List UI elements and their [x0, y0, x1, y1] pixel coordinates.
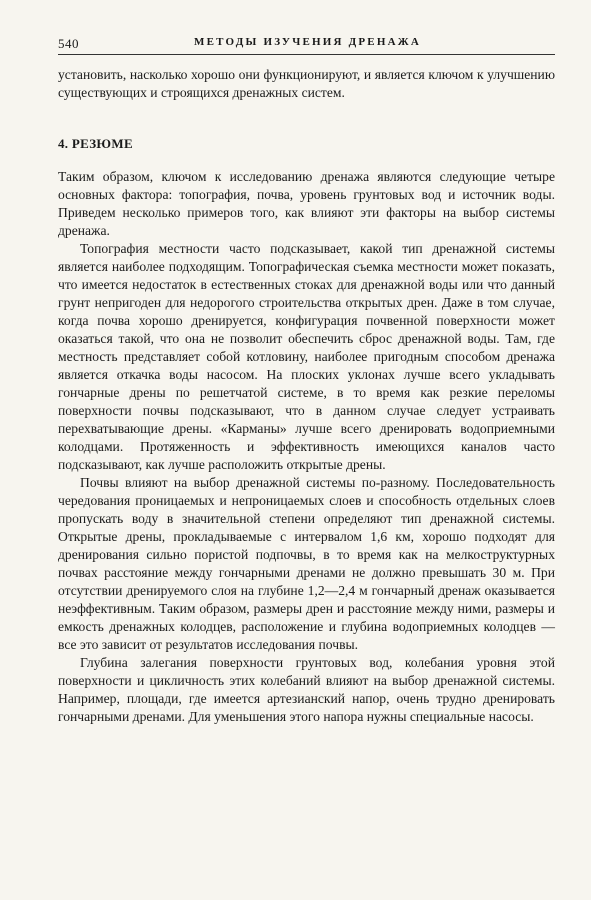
paragraph-soils: Почвы влияют на выбор дренажной системы по-разному. Последовательность чередования проницаемых и непроницаемых слоев и способность отдельных слоев пропускать воду в значительной степени определяют тип дренажной системы. Открытые дрены, прокладываемые с интервалом 1,6 км, хорошо подходят для дренирования сильно пористой подпочвы, в то время как на мелкоструктурных почвах расстояние между гончарными дренами не должно превышать 30 м. При отсутствии дренируемого слоя на глубине 1,2—2,4 м гончарный дренаж оказывается неэффективным. Таким образом, размеры дрен и расстояние между ними, размеры и емкость дренажных колодцев, расположение и глубина водоприемных колодцев — все это зависит от результатов исследования почвы.	[58, 475, 555, 652]
paragraph-summary-intro: Таким образом, ключом к исследованию дренажа являются следующие четыре основных фактора: топография, почва, уровень грунтовых вод и источник воды. Приведем несколько примеров того, как влияют эти факторы на выбор системы дренажа.	[58, 169, 555, 238]
paragraph-continuation: установить, насколько хорошо они функционируют, и является ключом к улучшению существующих и строящихся дренажных систем.	[58, 67, 555, 100]
paragraph-groundwater: Глубина залегания поверхности грунтовых вод, колебания уровня этой поверхности и цикличность этих колебаний влияют на выбор дренажной системы. Например, площади, где имеется артезианский напор, очень трудно дренировать гончарными дренами. Для уменьшения этого напора нужны специальные насосы.	[58, 655, 555, 724]
paragraph-topography: Топография местности часто подсказывает, какой тип дренажной системы является наиболее подходящим. Топографическая съемка местности может показать, что имеется недостаток в естественных стоках для дренажной воды или что данный грунт непригоден для недорогого строительства открытых дрен. Даже в том случае, когда почва хорошо дренируется, конфигурация почвенной поверхности может оказаться такой, что она не позволит обеспечить сброс дренажной воды. Там, где местность представляет собой котловину, наиболее пригодным способом дренажа является откачка воды насосом. На плоских уклонах лучше всего укладывать гончарные дрены по решетчатой системе, в то время как резкие переломы поверхности почвы подсказывают, что в данном случае следует устраивать перехватывающие дрены. «Карманы» лучше всего дренировать водоприемными колодцами. Протяженность и эффективность имеющихся каналов часто подсказывают, как лучше расположить открытые дрены.	[58, 241, 555, 472]
section-heading: 4. РЕЗЮМЕ	[58, 136, 133, 151]
page-body	[58, 66, 555, 726]
running-title: МЕТОДЫ ИЗУЧЕНИЯ ДРЕНАЖА	[194, 36, 421, 48]
page-header	[58, 36, 555, 55]
page-number: 540	[58, 36, 79, 51]
